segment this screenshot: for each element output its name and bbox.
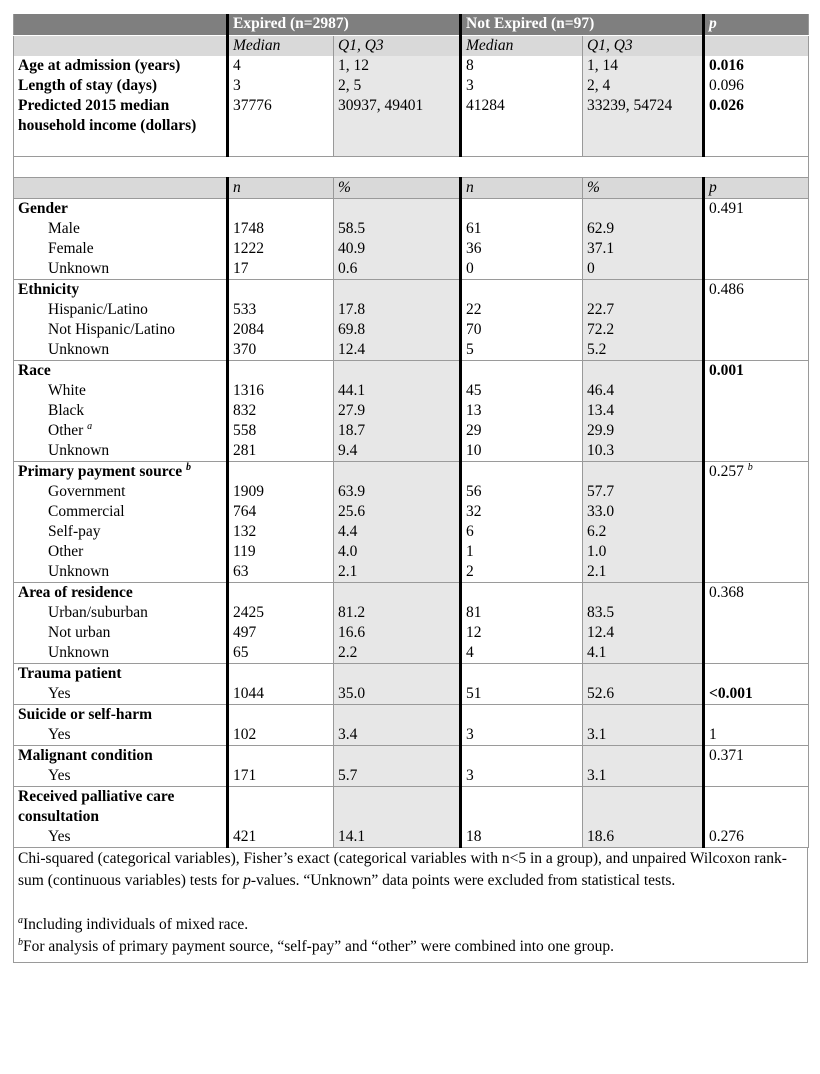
continuous-row: [14, 56, 809, 76]
p-value: [704, 664, 809, 685]
p-value: 0.016: [704, 56, 809, 76]
table-cell: 12.4: [583, 623, 704, 643]
table-row: [14, 562, 809, 583]
table-cell: 56: [461, 482, 583, 502]
table-cell: 1: [461, 542, 583, 562]
group-header-row: [14, 705, 809, 726]
table-cell: [228, 583, 334, 604]
p-value: 0.371: [704, 746, 809, 767]
table-cell: 5.2: [583, 340, 704, 361]
p-value: [704, 441, 809, 462]
footnote-tests: Chi-squared (categorical variables), Fisher’s exact (categorical variables with n<5 in a group), and unpaired Wilcoxon rank-sum (continuous variables) tests for p-values. “Unknown” data points were excluded from statistical tests.: [18, 850, 787, 889]
group-label: Primary payment source $^b$: [14, 462, 228, 483]
table-row: [14, 259, 809, 280]
header-row-groups: [14, 14, 809, 36]
table-cell: 2.1: [334, 562, 461, 583]
table-cell: 33.0: [583, 502, 704, 522]
table-row: [14, 381, 809, 401]
table-cell: 10.3: [583, 441, 704, 462]
p-value: <0.001: [704, 684, 809, 705]
row-label: Male: [14, 219, 228, 239]
table-cell: 0.6: [334, 259, 461, 280]
data-table: [13, 14, 809, 848]
footnote-b: $^b$For analysis of primary payment source, “self-pay” and “other” were combined into one group.: [18, 936, 614, 955]
table-cell: 421: [228, 827, 334, 848]
table-row: [14, 623, 809, 643]
header-q-1: Q1, Q3: [334, 36, 461, 57]
row-label: Other: [14, 542, 228, 562]
table-cell: [228, 664, 334, 685]
table-cell: [14, 178, 228, 199]
table-cell: 27.9: [334, 401, 461, 421]
table-cell: [228, 705, 334, 726]
table-cell: [334, 280, 461, 301]
table-cell: [583, 583, 704, 604]
table-cell: 3.4: [334, 725, 461, 746]
table-row: [14, 441, 809, 462]
table-cell: [334, 664, 461, 685]
table-cell: [461, 705, 583, 726]
header-q-2: Q1, Q3: [583, 36, 704, 57]
group-header-row: [14, 462, 809, 483]
table-cell: 62.9: [583, 219, 704, 239]
table-cell: 37.1: [583, 239, 704, 259]
table-cell: 81.2: [334, 603, 461, 623]
table-cell: 5.7: [334, 766, 461, 787]
table-row: [14, 542, 809, 562]
row-label: White: [14, 381, 228, 401]
group-label: Trauma patient: [14, 664, 228, 685]
table-cell: 81: [461, 603, 583, 623]
table-cell: [334, 199, 461, 220]
table-cell: [461, 280, 583, 301]
row-label: Self-pay: [14, 522, 228, 542]
table-row: [14, 482, 809, 502]
table-cell: [228, 787, 334, 828]
group-label: Received palliative care consultation: [14, 787, 228, 828]
table-row: [14, 603, 809, 623]
table-cell: 102: [228, 725, 334, 746]
table-cell: 30937, 49401: [334, 96, 461, 157]
table-cell: 18.7: [334, 421, 461, 441]
row-label: Black: [14, 401, 228, 421]
p-value: [704, 320, 809, 340]
header-blank: [14, 14, 228, 36]
table-cell: 25.6: [334, 502, 461, 522]
p-value: [704, 340, 809, 361]
table-cell: 558: [228, 421, 334, 441]
table-cell: 1044: [228, 684, 334, 705]
table-cell: [334, 361, 461, 382]
table-cell: 3.1: [583, 766, 704, 787]
table-cell: 13: [461, 401, 583, 421]
table-cell: [583, 787, 704, 828]
table-cell: 2, 5: [334, 76, 461, 96]
table-row: [14, 219, 809, 239]
p-value: 0.276: [704, 827, 809, 848]
group-header-row: [14, 787, 809, 828]
table-cell: 119: [228, 542, 334, 562]
p-value: [704, 562, 809, 583]
row-label: Not Hispanic/Latino: [14, 320, 228, 340]
table-cell: 6.2: [583, 522, 704, 542]
table-cell: 41284: [461, 96, 583, 157]
table-cell: 2: [461, 562, 583, 583]
row-label: Female: [14, 239, 228, 259]
p-value: [704, 787, 809, 828]
table-cell: [704, 36, 809, 57]
header-expired: Expired (n=2987): [228, 14, 461, 36]
table-cell: 63.9: [334, 482, 461, 502]
table-cell: [334, 583, 461, 604]
row-label: Unknown: [14, 562, 228, 583]
row-label: Yes: [14, 766, 228, 787]
table-cell: 58.5: [334, 219, 461, 239]
table-cell: [583, 280, 704, 301]
table-cell: [583, 746, 704, 767]
p-value: [704, 502, 809, 522]
row-label: Age at admission (years): [14, 56, 228, 76]
table-cell: 3: [461, 76, 583, 96]
row-label: Length of stay (days): [14, 76, 228, 96]
group-header-row: [14, 664, 809, 685]
table-cell: 2084: [228, 320, 334, 340]
header-median-1: Median: [228, 36, 334, 57]
table-cell: 3: [461, 766, 583, 787]
group-label: Malignant condition: [14, 746, 228, 767]
table-cell: 72.2: [583, 320, 704, 340]
table-cell: [334, 746, 461, 767]
table-cell: [461, 583, 583, 604]
row-label: Unknown: [14, 259, 228, 280]
table-cell: [334, 462, 461, 483]
table-cell: 61: [461, 219, 583, 239]
table-footnotes: [13, 848, 808, 963]
p-value: [704, 522, 809, 542]
table-cell: [228, 746, 334, 767]
table-cell: 83.5: [583, 603, 704, 623]
table-cell: 2.2: [334, 643, 461, 664]
row-label: Hispanic/Latino: [14, 300, 228, 320]
table-cell: 18.6: [583, 827, 704, 848]
group-header-row: [14, 361, 809, 382]
table-cell: 171: [228, 766, 334, 787]
table-cell: [14, 36, 228, 57]
header-pct-2: %: [583, 178, 704, 199]
table-cell: 8: [461, 56, 583, 76]
table-cell: 32: [461, 502, 583, 522]
table-cell: 1748: [228, 219, 334, 239]
p-value: 0.096: [704, 76, 809, 96]
table-cell: 4.1: [583, 643, 704, 664]
group-header-row: [14, 199, 809, 220]
p-value: [704, 300, 809, 320]
table-cell: [461, 462, 583, 483]
row-label: Predicted 2015 median household income (dollars): [14, 96, 228, 157]
table-cell: 5: [461, 340, 583, 361]
table-cell: 832: [228, 401, 334, 421]
row-label: Yes: [14, 725, 228, 746]
table-cell: 36: [461, 239, 583, 259]
p-value: [704, 482, 809, 502]
table-row: [14, 522, 809, 542]
p-value: [704, 421, 809, 441]
table-row: [14, 725, 809, 746]
p-value: [704, 603, 809, 623]
table-cell: 14.1: [334, 827, 461, 848]
p-value: 0.001: [704, 361, 809, 382]
row-label: Yes: [14, 684, 228, 705]
table-cell: 1, 14: [583, 56, 704, 76]
table-cell: 12: [461, 623, 583, 643]
header-p: p: [704, 14, 809, 36]
table-cell: [583, 462, 704, 483]
table-cell: [461, 787, 583, 828]
table-cell: 46.4: [583, 381, 704, 401]
group-header-row: [14, 583, 809, 604]
table-cell: 70: [461, 320, 583, 340]
header-n-2: n: [461, 178, 583, 199]
table-cell: 33239, 54724: [583, 96, 704, 157]
p-value: 0.257 $^b$: [704, 462, 809, 483]
table-cell: [461, 199, 583, 220]
table-cell: 69.8: [334, 320, 461, 340]
table-cell: 12.4: [334, 340, 461, 361]
table-row: [14, 502, 809, 522]
table-row: [14, 684, 809, 705]
row-label: Yes: [14, 827, 228, 848]
table-cell: 45: [461, 381, 583, 401]
p-value: 0.491: [704, 199, 809, 220]
table-cell: [583, 199, 704, 220]
table-cell: 65: [228, 643, 334, 664]
table-cell: [228, 462, 334, 483]
table-cell: 29: [461, 421, 583, 441]
header-p-2: p: [704, 178, 809, 199]
p-value: [704, 705, 809, 726]
table-cell: 1, 12: [334, 56, 461, 76]
table-cell: 2.1: [583, 562, 704, 583]
table-cell: 3: [228, 76, 334, 96]
row-label: Government: [14, 482, 228, 502]
table-cell: 2, 4: [583, 76, 704, 96]
table-cell: 18: [461, 827, 583, 848]
table-cell: 35.0: [334, 684, 461, 705]
table-cell: 17.8: [334, 300, 461, 320]
table-cell: 1.0: [583, 542, 704, 562]
p-value: [704, 259, 809, 280]
table-row: [14, 421, 809, 441]
table-cell: 37776: [228, 96, 334, 157]
table-row: [14, 401, 809, 421]
table-cell: [583, 664, 704, 685]
p-value: 0.368: [704, 583, 809, 604]
continuous-row: [14, 96, 809, 157]
table-cell: 132: [228, 522, 334, 542]
p-value: 0.026: [704, 96, 809, 157]
table-row: [14, 340, 809, 361]
table-cell: 281: [228, 441, 334, 462]
table-cell: 63: [228, 562, 334, 583]
table-cell: [583, 705, 704, 726]
spacer-row: [14, 157, 809, 178]
table-row: [14, 239, 809, 259]
row-label: Urban/suburban: [14, 603, 228, 623]
p-value: [704, 643, 809, 664]
table-cell: [228, 199, 334, 220]
table-cell: 4: [228, 56, 334, 76]
table-container: [13, 14, 808, 963]
group-label: Race: [14, 361, 228, 382]
table-cell: 1316: [228, 381, 334, 401]
table-cell: [334, 787, 461, 828]
table-cell: 1222: [228, 239, 334, 259]
table-cell: 9.4: [334, 441, 461, 462]
table-cell: [461, 664, 583, 685]
p-value: [704, 766, 809, 787]
row-label: Unknown: [14, 340, 228, 361]
table-cell: 10: [461, 441, 583, 462]
p-value: [704, 219, 809, 239]
table-row: [14, 827, 809, 848]
table-cell: 4: [461, 643, 583, 664]
table-cell: 4.4: [334, 522, 461, 542]
table-cell: 29.9: [583, 421, 704, 441]
row-label: Not urban: [14, 623, 228, 643]
table-cell: 13.4: [583, 401, 704, 421]
header-not-expired: Not Expired (n=97): [461, 14, 704, 36]
table-row: [14, 643, 809, 664]
table-cell: [228, 280, 334, 301]
table-cell: 6: [461, 522, 583, 542]
table-cell: 2425: [228, 603, 334, 623]
table-cell: 22.7: [583, 300, 704, 320]
header-row-counts: [14, 178, 809, 199]
table-cell: 22: [461, 300, 583, 320]
group-label: Suicide or self-harm: [14, 705, 228, 726]
table-cell: 764: [228, 502, 334, 522]
table-cell: 51: [461, 684, 583, 705]
table-cell: 16.6: [334, 623, 461, 643]
row-label: Commercial: [14, 502, 228, 522]
group-label: Gender: [14, 199, 228, 220]
header-n-1: n: [228, 178, 334, 199]
table-cell: 3: [461, 725, 583, 746]
table-cell: 497: [228, 623, 334, 643]
table-row: [14, 766, 809, 787]
table-cell: 52.6: [583, 684, 704, 705]
p-value: [704, 542, 809, 562]
table-cell: [583, 361, 704, 382]
table-cell: 3.1: [583, 725, 704, 746]
table-cell: 533: [228, 300, 334, 320]
group-label: Ethnicity: [14, 280, 228, 301]
table-cell: 40.9: [334, 239, 461, 259]
table-cell: 0: [583, 259, 704, 280]
p-value: [704, 401, 809, 421]
table-cell: [461, 361, 583, 382]
group-header-row: [14, 746, 809, 767]
table-cell: 57.7: [583, 482, 704, 502]
table-row: [14, 300, 809, 320]
group-label: Area of residence: [14, 583, 228, 604]
footnote-a: $^a$Including individuals of mixed race.: [18, 914, 249, 933]
header-row-stats: [14, 36, 809, 57]
table-cell: 0: [461, 259, 583, 280]
p-value: 1: [704, 725, 809, 746]
table-cell: 1909: [228, 482, 334, 502]
table-cell: [228, 361, 334, 382]
table-cell: [334, 705, 461, 726]
header-pct-1: %: [334, 178, 461, 199]
p-value: 0.486: [704, 280, 809, 301]
p-value: [704, 623, 809, 643]
row-label: Unknown: [14, 643, 228, 664]
table-cell: 370: [228, 340, 334, 361]
continuous-row: [14, 76, 809, 96]
table-cell: 44.1: [334, 381, 461, 401]
table-row: [14, 320, 809, 340]
group-header-row: [14, 280, 809, 301]
p-value: [704, 381, 809, 401]
p-value: [704, 239, 809, 259]
table-cell: 17: [228, 259, 334, 280]
table-cell: [461, 746, 583, 767]
row-label: Other $^a$: [14, 421, 228, 441]
table-cell: 4.0: [334, 542, 461, 562]
header-median-2: Median: [461, 36, 583, 57]
row-label: Unknown: [14, 441, 228, 462]
